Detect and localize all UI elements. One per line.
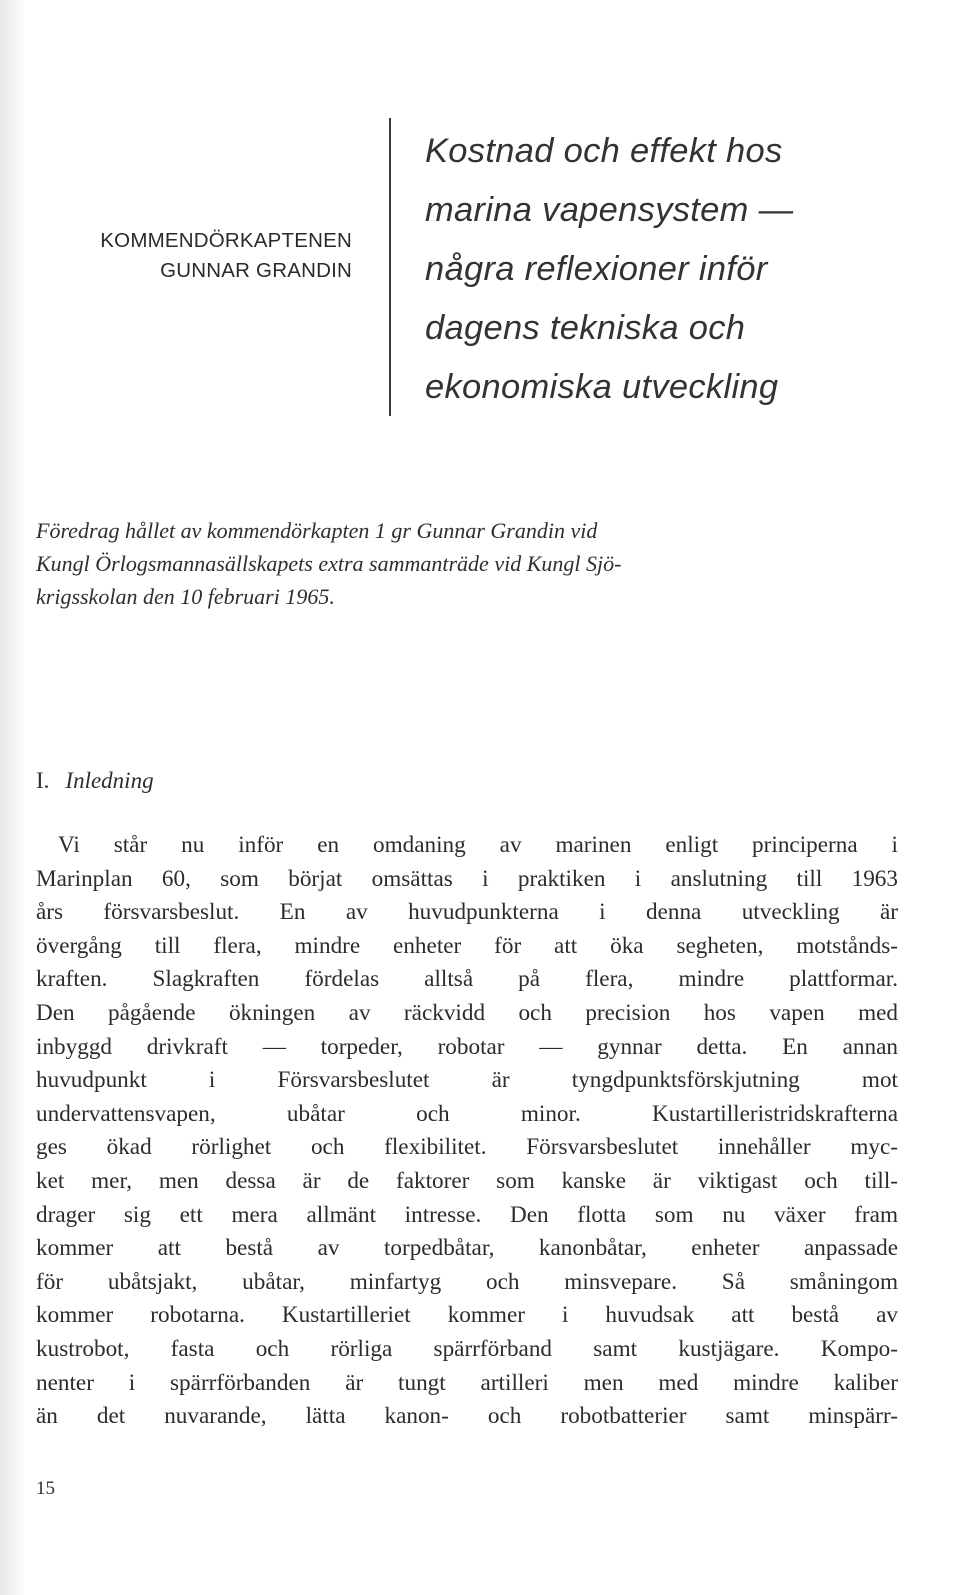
author-block: [100, 226, 352, 286]
title-line: marina vapensystem —: [425, 191, 794, 229]
title-line: dagens tekniska och: [425, 309, 746, 347]
body-line: Den pågående ökningen av räckvidd och precision hos vapen med: [36, 999, 898, 1026]
body-line: drager sig ett mera allmänt intresse. Den flotta som nu växer fram: [36, 1201, 898, 1228]
body-line: Marinplan 60, som börjat omsättas i praktiken i anslutning till 1963: [36, 865, 898, 892]
body-line: ges ökad rörlighet och flexibilitet. Försvarsbeslutet innehåller myc-: [36, 1134, 898, 1161]
body-line: för ubåtsjakt, ubåtar, minfartyg och minsvepare. Så småningom: [36, 1268, 898, 1295]
body-line: ket mer, men dessa är de faktorer som kanske är viktigast och till-: [36, 1167, 898, 1194]
body-line: inbyggd drivkraft — torpeder, robotar — gynnar detta. En annan: [36, 1033, 898, 1060]
body-line: kustrobot, fasta och rörliga spärrförband samt kustjägare. Kompo-: [36, 1335, 898, 1362]
lecture-note-line: Kungl Örlogsmannasällskapets extra sammanträde vid Kungl Sjö-: [36, 551, 622, 576]
body-line: undervattensvapen, ubåtar och minor. Kustartilleristridskrafterna: [36, 1100, 898, 1127]
body-line: än det nuvarande, lätta kanon- och robotbatterier samt minspärr-: [36, 1403, 898, 1430]
header-divider: [389, 118, 391, 416]
body-line: nenter i spärrförbanden är tungt artilleri men med mindre kaliber: [36, 1369, 898, 1396]
body-line: Vi står nu inför en omdaning av marinen enligt principerna i: [58, 832, 898, 858]
title-line: Kostnad och effekt hos: [425, 132, 783, 170]
article-title: [425, 122, 793, 417]
body-line: kommer att bestå av torpedbåtar, kanonbåtar, enheter anpassade: [36, 1235, 898, 1262]
body-line: års försvarsbeslut. En av huvudpunkterna i denna utveckling är: [36, 899, 898, 926]
body-line: kommer robotarna. Kustartilleriet kommer i huvudsak att bestå av: [36, 1302, 898, 1329]
author-rank: KOMMENDÖRKAPTENEN: [100, 229, 352, 252]
section-title: Inledning: [65, 768, 154, 793]
page-number: 15: [36, 1478, 55, 1499]
section-number: I.: [36, 768, 50, 793]
lecture-note-line: krigsskolan den 10 februari 1965.: [36, 584, 335, 609]
body-line: kraften. Slagkraften fördelas alltså på flera, mindre plattformar.: [36, 966, 898, 993]
lecture-note-line: Föredrag hållet av kommendörkapten 1 gr Gunnar Grandin vid: [36, 518, 598, 543]
article-header: [0, 118, 960, 418]
title-line: ekonomiska utveckling: [425, 368, 779, 406]
body-paragraph: [36, 829, 898, 1434]
title-line: några reflexioner inför: [425, 250, 768, 288]
body-line: övergång till flera, mindre enheter för att öka segheten, motstånds-: [36, 932, 898, 959]
section-heading: [36, 766, 154, 796]
author-name: GUNNAR GRANDIN: [160, 259, 352, 282]
body-line: huvudpunkt i Försvarsbeslutet är tyngdpunktsförskjutning mot: [36, 1067, 898, 1094]
lecture-note: [36, 514, 906, 613]
